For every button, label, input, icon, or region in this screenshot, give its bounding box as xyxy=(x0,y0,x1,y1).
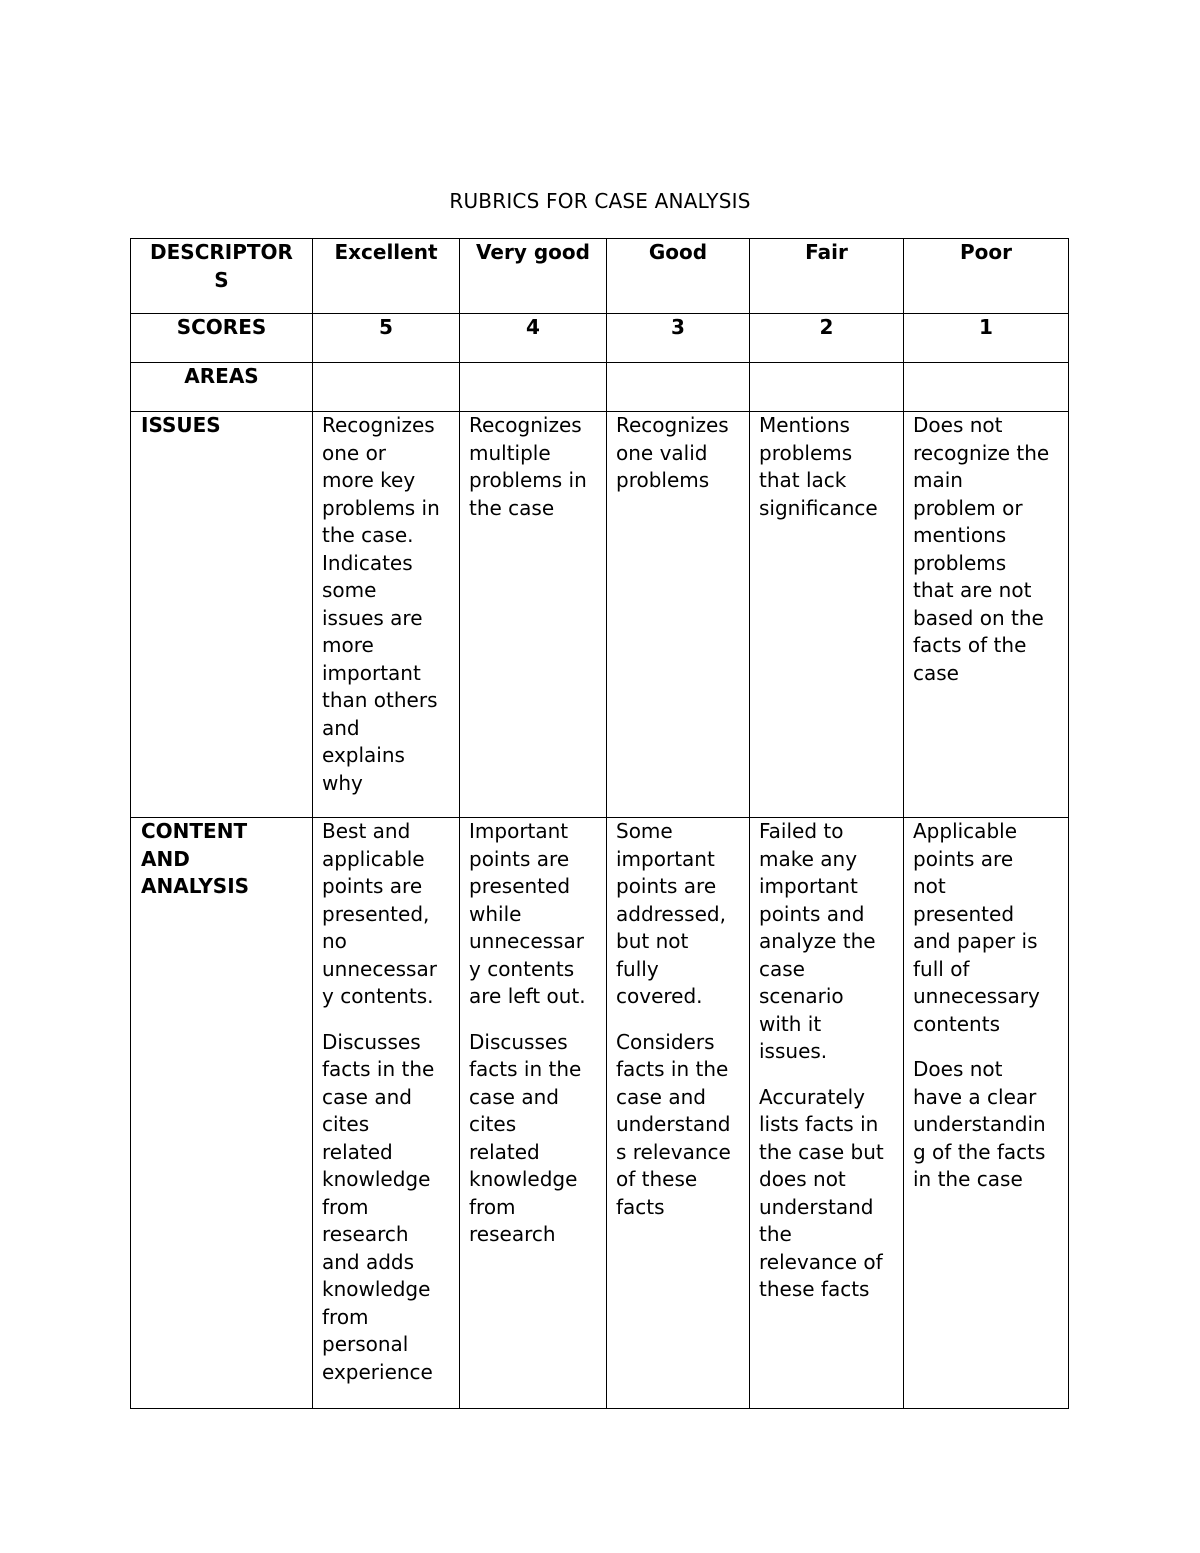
criteria-text: Recognizes one valid problems xyxy=(616,413,729,492)
row-label-line: AND xyxy=(141,846,190,871)
criteria-cell xyxy=(904,412,1069,818)
level-header-fair xyxy=(750,239,904,314)
level-header-poor xyxy=(904,239,1069,314)
criteria-cell xyxy=(313,818,460,1409)
scores-row xyxy=(131,314,1069,363)
score-value: 5 xyxy=(313,314,460,363)
level-header-excellent xyxy=(313,239,460,314)
criteria-text: Does not recognize the main problem or mentions problems that are not based on the facts of the case xyxy=(913,413,1050,685)
score-value: 3 xyxy=(607,314,750,363)
level-header-good xyxy=(607,239,750,314)
empty-cell xyxy=(904,363,1069,412)
level-header-very-good xyxy=(460,239,607,314)
criteria-text: Best and applicable points are presented, no unnecessar y contents. xyxy=(322,819,437,1008)
criteria-text: Recognizes multiple problems in the case xyxy=(469,413,587,520)
areas-row xyxy=(131,363,1069,412)
score-value: 2 xyxy=(750,314,904,363)
criteria-text: Important points are presented while unnecessar y contents are left out. xyxy=(469,819,586,1008)
level-header-label: Good xyxy=(648,240,708,264)
content-analysis-row xyxy=(131,818,1069,1409)
empty-cell xyxy=(607,363,750,412)
criteria-cell xyxy=(904,818,1069,1409)
rubric-table xyxy=(130,238,1069,1409)
level-header-label: Poor xyxy=(959,240,1012,264)
descriptors-header xyxy=(131,239,313,314)
criteria-text: Recognizes one or more key problems in the case. Indicates some issues are more important than others and explains why xyxy=(322,413,440,795)
criteria-text: Mentions problems that lack significance xyxy=(759,413,878,520)
score-value: 1 xyxy=(904,314,1069,363)
criteria-cell xyxy=(313,412,460,818)
criteria-text: Considers facts in the case and understand s relevance of these facts xyxy=(616,1029,731,1219)
level-header-label: Very good xyxy=(476,240,590,264)
criteria-text: Discusses facts in the case and cites related knowledge from research xyxy=(469,1029,582,1246)
criteria-text: Applicable points are not presented and paper is full of unnecessary contents xyxy=(913,819,1040,1036)
header-row xyxy=(131,239,1069,314)
row-label-line: ISSUES xyxy=(141,413,221,437)
row-label-issues xyxy=(131,412,313,818)
criteria-text: Accurately lists facts in the case but does not understand the relevance of these facts xyxy=(759,1084,884,1301)
criteria-text: Does not have a clear understandin g of the facts in the case xyxy=(913,1057,1046,1191)
issues-row xyxy=(131,412,1069,818)
level-header-label: Fair xyxy=(805,240,848,264)
criteria-cell xyxy=(460,818,607,1409)
criteria-text: Discusses facts in the case and cites related knowledge from research and adds knowledge from personal experience xyxy=(322,1029,435,1384)
criteria-text: Failed to make any important points and analyze the case scenario with it issues. xyxy=(759,819,876,1063)
criteria-cell xyxy=(607,818,750,1409)
empty-cell xyxy=(313,363,460,412)
score-value: 4 xyxy=(460,314,607,363)
row-label-content-analysis xyxy=(131,818,313,1409)
row-label-line: ANALYSIS xyxy=(141,874,250,898)
level-header-label: Excellent xyxy=(334,240,438,264)
criteria-cell xyxy=(607,412,750,818)
empty-cell xyxy=(460,363,607,412)
page-title: RUBRICS FOR CASE ANALYSIS xyxy=(449,189,751,213)
criteria-cell xyxy=(750,818,904,1409)
scores-label: SCORES xyxy=(131,314,313,363)
row-label-line: CONTENT xyxy=(141,819,248,843)
criteria-text: Some important points are addressed, but not fully covered. xyxy=(616,819,726,1008)
empty-cell xyxy=(750,363,904,412)
areas-label: AREAS xyxy=(131,363,313,412)
criteria-cell xyxy=(750,412,904,818)
descriptors-header-label: DESCRIPTOR S xyxy=(150,240,293,292)
criteria-cell xyxy=(460,412,607,818)
